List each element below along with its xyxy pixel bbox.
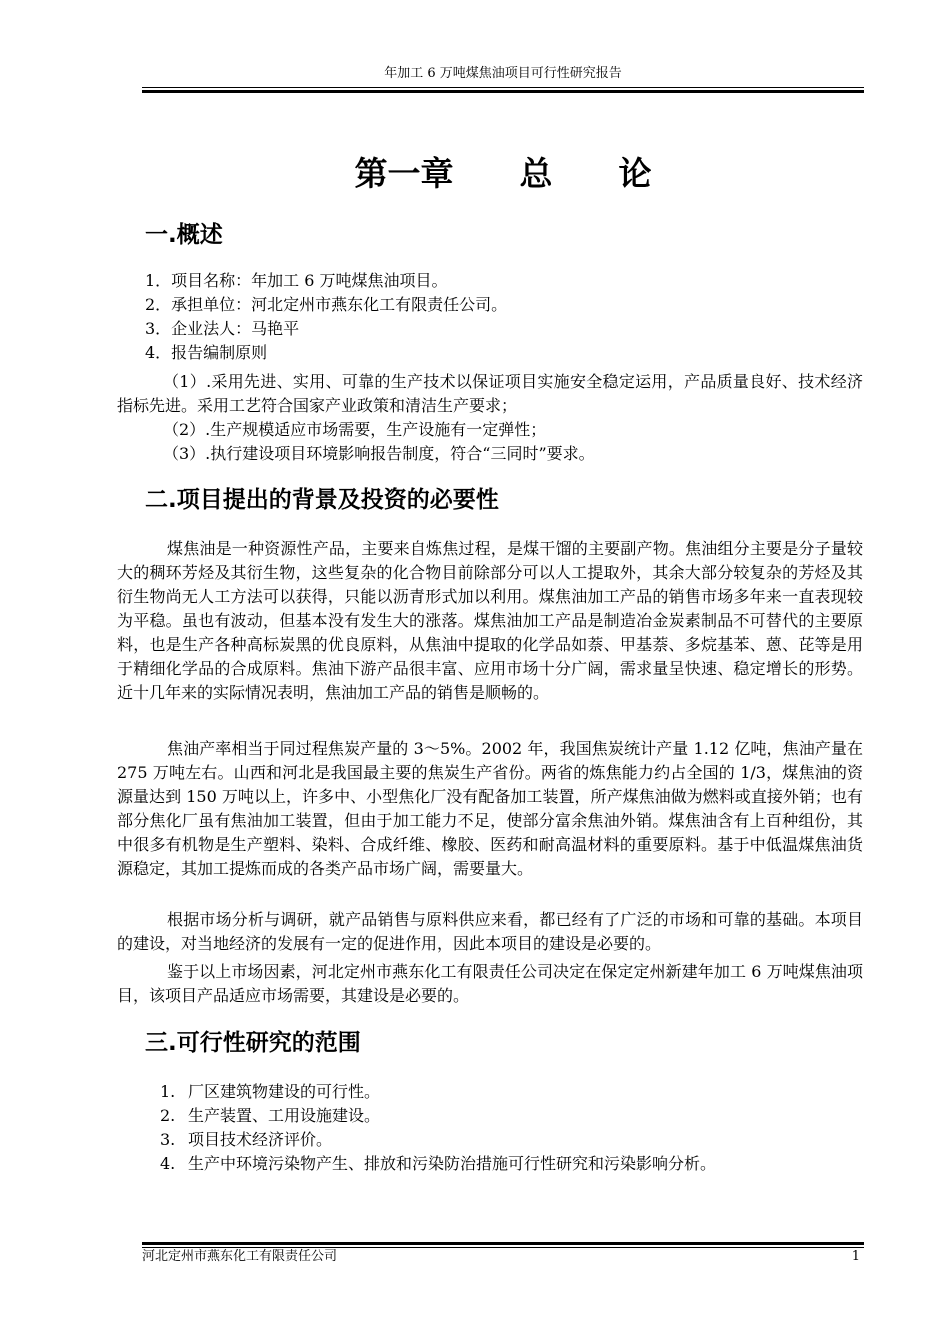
background-paragraph-1: 煤焦油是一种资源性产品，主要来自炼焦过程，是煤干馏的主要副产物。焦油组分主要是分子量较大的稠环芳烃及其衍生物，这些复杂的化合物目前除部分可以人工提取外，其余大部分较复杂的芳烃及其衍生物尚无人工方法可以获得，只能以沥青形式加以利用。煤焦油加工产品的销售市场多年来一直表现较为平稳。虽也有波动，但基本没有发生大的涨落。煤焦油加工产品是制造冶金炭素制品不可替代的主要原料，也是生产各种高标炭黑的优良原料，从焦油中提取的化学品如萘、甲基萘、多烷基苯、蒽、芘等是用于精细化学品的合成原料。焦油下游产品很丰富、应用市场十分广阔，需求量呈快速、稳定增长的形势。近十几年来的实际情况表明，焦油加工产品的销售是顺畅的。 — [117, 539, 863, 702]
scope-item-number: 3. — [160, 1130, 176, 1149]
background-paragraph-4: 鉴于以上市场因素，河北定州市燕东化工有限责任公司决定在保定定州新建年加工 6 万吨煤焦油项目，该项目产品适应市场需要，其建设是必要的。 — [117, 962, 863, 1005]
scope-item-number: 2. — [160, 1106, 176, 1125]
background-paragraph-3: 根据市场分析与调研，就产品销售与原料供应来看，都已经有了广泛的市场和可靠的基础。本项目的建设，对当地经济的发展有一定的促进作用，因此本项目的建设是必要的。 — [117, 910, 863, 953]
section-heading-background: 二.项目提出的背景及投资的必要性 — [145, 487, 499, 513]
scope-item-number: 1. — [160, 1082, 176, 1101]
running-header: 年加工 6 万吨煤焦油项目可行性研究报告 — [384, 66, 622, 81]
scope-item-text: 厂区建筑物建设的可行性。 — [188, 1082, 381, 1101]
overview-item-compilation-principles: 4．报告编制原则 — [145, 343, 268, 362]
scope-item-text: 生产中环境污染物产生、排放和污染防治措施可行性研究和污染影响分析。 — [188, 1154, 717, 1173]
header-rule-thin — [142, 87, 864, 88]
scope-item-number: 4. — [160, 1154, 176, 1173]
footer-company: 河北定州市燕东化工有限责任公司 — [142, 1249, 338, 1264]
scope-list — [160, 1080, 716, 1176]
scope-item — [160, 1104, 716, 1128]
footer-rule-thick — [142, 1242, 864, 1245]
scope-item-text: 生产装置、工用设施建设。 — [188, 1106, 381, 1125]
principle-1: （1）.采用先进、实用、可靠的生产技术以保证项目实施安全稳定运用，产品质量良好、技术经济指标先进。采用工艺符合国家产业政策和清洁生产要求； — [117, 372, 863, 415]
background-paragraph-2: 焦油产率相当于同过程焦炭产量的 3～5%。2002 年，我国焦炭统计产量 1.12 亿吨，焦油产量在 275 万吨左右。山西和河北是我国最主要的焦炭生产省份。两省的炼焦能力约占全国的 1/3，煤焦油的资源量达到 150 万吨以上，许多中、小型焦化厂没有配备加工装置，所产煤焦油做为燃料或直接外销；也有部分焦化厂虽有焦油加工装置，但由于加工能力不足，使部分富余焦油外销。煤焦油含有上百种组份，其中很多有机物是生产塑料、染料、合成纤维、橡胶、医药和耐高温材料的重要原料。基于中低温煤焦油货源稳定，其加工提炼而成的各类产品市场广阔，需要量大。 — [117, 739, 863, 878]
scope-item — [160, 1080, 716, 1104]
overview-item-project-name: 1．项目名称：年加工 6 万吨煤焦油项目。 — [145, 271, 448, 290]
scope-item — [160, 1152, 716, 1176]
page-number: 1 — [851, 1249, 860, 1264]
principle-3: （3）.执行建设项目环境影响报告制度，符合“三同时”要求。 — [163, 444, 595, 463]
section-heading-overview: 一.概述 — [145, 222, 223, 248]
scope-item — [160, 1128, 716, 1152]
section-heading-scope: 三.可行性研究的范围 — [145, 1030, 361, 1056]
header-rule-thick — [142, 90, 864, 93]
scope-item-text: 项目技术经济评价。 — [188, 1130, 333, 1149]
principle-2: （2）.生产规模适应市场需要，生产设施有一定弹性； — [163, 420, 547, 439]
overview-item-undertaking-unit: 2．承担单位：河北定州市燕东化工有限责任公司。 — [145, 295, 508, 314]
chapter-title: 第一章 总 论 — [354, 154, 652, 193]
overview-item-legal-person: 3．企业法人：马艳平 — [145, 319, 300, 338]
